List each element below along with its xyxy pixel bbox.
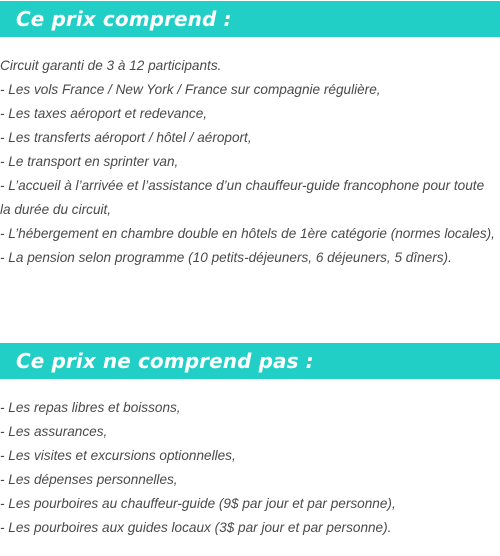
- includes-item: - L’hébergement en chambre double en hôtels de 1ère catégorie (normes locales),: [0, 226, 495, 241]
- excludes-item: - Les visites et excursions optionnelles,: [0, 448, 236, 463]
- includes-item: - Les taxes aéroport et redevance,: [0, 106, 208, 121]
- includes-item: Circuit garanti de 3 à 12 participants.: [0, 58, 222, 73]
- includes-list: [0, 54, 498, 270]
- excludes-item: - Les pourboires au chauffeur-guide (9$ par jour et par personne),: [0, 496, 396, 511]
- includes-item: - Le transport en sprinter van,: [0, 154, 179, 169]
- excludes-item: - Les repas libres et boissons,: [0, 400, 181, 415]
- excludes-header: [0, 343, 500, 379]
- excludes-item: - Les pourboires aux guides locaux (3$ par jour et par personne).: [0, 520, 392, 535]
- includes-item: - L’accueil à l’arrivée et l’assistance d’un chauffeur-guide francophone pour toute la durée du circuit,: [0, 178, 485, 217]
- includes-item: - Les vols France / New York / France sur compagnie régulière,: [0, 82, 381, 97]
- excludes-title: Ce prix ne comprend pas :: [16, 349, 314, 373]
- excludes-item: - Les assurances,: [0, 424, 108, 439]
- excludes-item: - Les dépenses personnelles,: [0, 472, 178, 487]
- excludes-list: [0, 396, 498, 540]
- includes-title: Ce prix comprend :: [16, 7, 232, 31]
- includes-header: [0, 1, 500, 37]
- includes-item: - La pension selon programme (10 petits-déjeuners, 6 déjeuners, 5 dîners).: [0, 250, 452, 265]
- includes-item: - Les transferts aéroport / hôtel / aéroport,: [0, 130, 252, 145]
